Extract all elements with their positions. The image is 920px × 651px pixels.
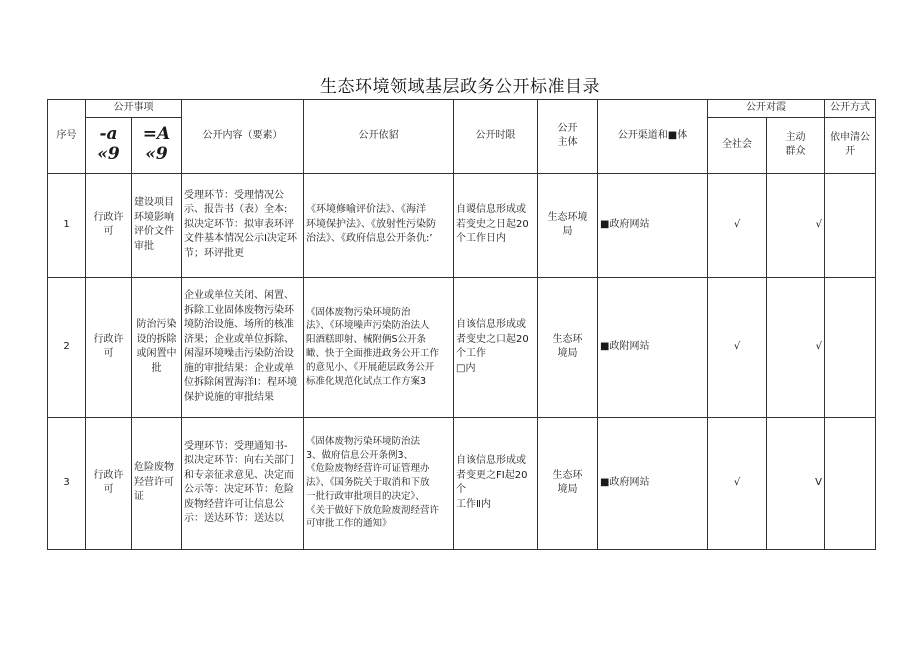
row-level2: 危险废物 羟营许可 证 bbox=[132, 417, 182, 549]
row-apply bbox=[825, 277, 876, 417]
header-level2-glyph: =A «9 bbox=[132, 117, 182, 173]
row-time-limit: 自谡信息形成或 若变史之日起20 个工作日内 bbox=[454, 173, 538, 277]
row-proactive: V bbox=[767, 417, 825, 549]
document-title: 生态环境领域基层政务公开标准目录 bbox=[320, 77, 600, 97]
header-subject: 公开 主体 bbox=[538, 100, 598, 174]
header-audience-specific: 主动 群众 bbox=[767, 117, 825, 173]
row-basis: 《固体废物污染环境防治法 3、做府信息公开条例3、 《危险废物经营许可证管理办 法》、《国务院关于取消和下放 一批行政审批项目的决定》、 《关于做好下放危险废沏经营许 可审批工作的通知》 bbox=[304, 417, 454, 549]
row-level1: 行政许 可 bbox=[86, 417, 132, 549]
header-basis: 公开依貂 bbox=[304, 100, 454, 174]
header-apply: 依申清公 开 bbox=[825, 117, 876, 173]
row-audience-all: √ bbox=[708, 277, 767, 417]
row-content: 企业或单位关闭、闲置、 拆除工业固体废物污染环 境防治设施、场所的核准 济果；企业或单位拆除、 闲湿环境噪击污染防治设 施的审批结果：企业或单 位拆除闲置海洋I：程环境 保护说施的审批结果 bbox=[182, 277, 304, 417]
header-level1-glyph: -a «9 bbox=[86, 117, 132, 173]
header-item-group: 公开事项 bbox=[86, 100, 182, 118]
row-basis: 《环境修喻评价法》、《海洋 环境保护法》、《放射性污染防 治法》、《政府信息公开条仇:’ bbox=[304, 173, 454, 277]
row-channel: ■政府网站 bbox=[598, 173, 708, 277]
row-channel: ■政附网站 bbox=[598, 277, 708, 417]
row-seq: 1 bbox=[48, 173, 86, 277]
row-seq: 3 bbox=[48, 417, 86, 549]
row-content: 受理环节：受理情况公 示、报告书（表）全本: 拟决定环节：拟审表环评 文件基本情况公示I决定环 节；环评批更 bbox=[182, 173, 304, 277]
row-seq: 2 bbox=[48, 277, 86, 417]
table-row bbox=[48, 277, 876, 417]
row-content: 受理环节：受理通知书- 拟决定环节：向右关部门 和专亲征求意见、决定而 公示等：决定环节：危险 废物经营许可让信息公 示：送达环节：送达以 bbox=[182, 417, 304, 549]
row-time-limit: 自该信息形成或 者变史之口起20 个工作 □内 bbox=[454, 277, 538, 417]
header-content: 公开内容（要素） bbox=[182, 100, 304, 174]
row-level2: 防治污染 设的拆除 或闲置中 批 bbox=[132, 277, 182, 417]
row-channel: ■政府网站 bbox=[598, 417, 708, 549]
row-proactive: √ bbox=[767, 277, 825, 417]
table-row bbox=[48, 173, 876, 277]
row-audience-all: √ bbox=[708, 417, 767, 549]
row-apply bbox=[825, 173, 876, 277]
header-channel: 公开渠道和■体 bbox=[598, 100, 708, 174]
row-basis: 《固体废物污染环境防治 法》、《环境噪声污染防治法人 阳酒糕即射、械附俩S公开条 瞰、快于全面推进政务公开工作 的意见小、《开展葩层政务公开 标准化规范化试点工作方案3 bbox=[304, 277, 454, 417]
row-level2: 建设项目 环境影响 评价文件 审批 bbox=[132, 173, 182, 277]
header-audience-group: 公开对霞 bbox=[708, 100, 825, 118]
header-seq: 序号 bbox=[48, 100, 86, 174]
header-method-group: 公开方式 bbox=[825, 100, 876, 118]
header-audience-all: 全社会 bbox=[708, 117, 767, 173]
row-apply bbox=[825, 417, 876, 549]
row-subject: 生态环境 局 bbox=[538, 173, 598, 277]
table-row bbox=[48, 417, 876, 549]
header-row-top bbox=[48, 100, 876, 118]
row-audience-all: √ bbox=[708, 173, 767, 277]
row-subject: 生态环 境局 bbox=[538, 277, 598, 417]
row-level1: 行政许 可 bbox=[86, 277, 132, 417]
catalog-table bbox=[47, 99, 876, 550]
row-proactive: √ bbox=[767, 173, 825, 277]
header-time-limit: 公开时限 bbox=[454, 100, 538, 174]
row-level1: 行政许 可 bbox=[86, 173, 132, 277]
row-time-limit: 自该信息形成或 者变更之FI起20个 工作Ⅱ内 bbox=[454, 417, 538, 549]
row-subject: 生态环 境局 bbox=[538, 417, 598, 549]
